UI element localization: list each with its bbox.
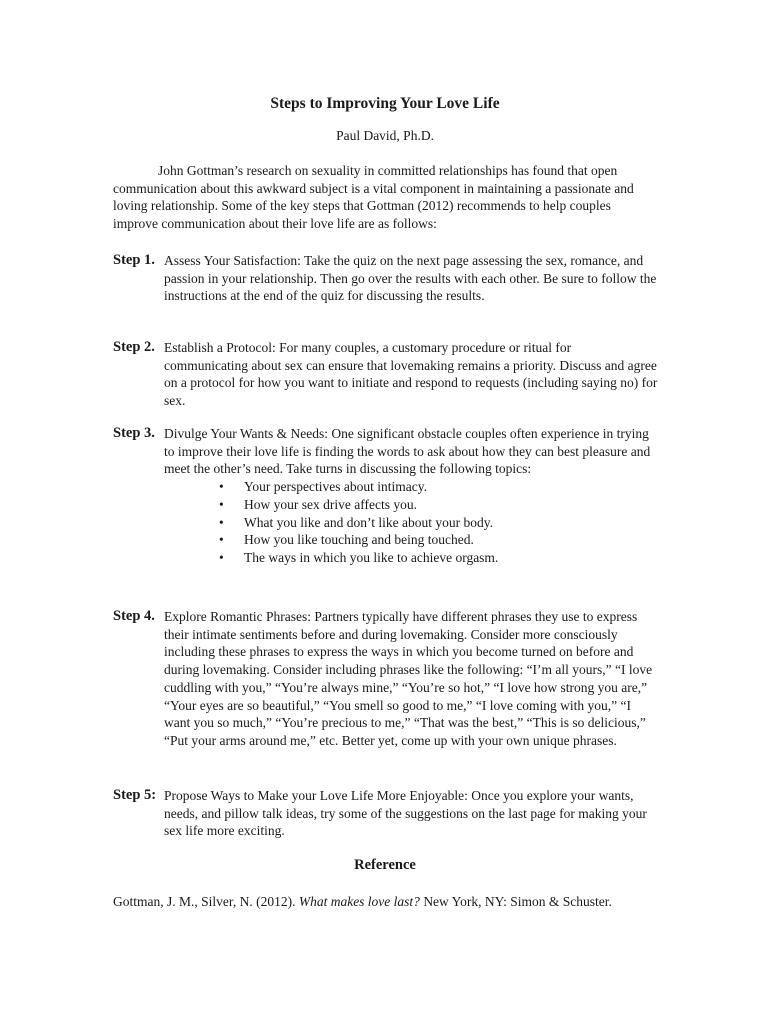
list-item: • How your sex drive affects you. xyxy=(219,496,417,512)
reference-authors: Gottman, J. M., Silver, N. (2012). xyxy=(113,894,299,909)
step-5-text: Propose Ways to Make your Love Life More Enjoyable: Once you explore your wants, needs, and pillow talk ideas, try some of the suggestions on the last page for making your sex life more exciting. xyxy=(164,788,647,839)
step-3-label: Step 3. xyxy=(113,425,155,441)
reference-entry xyxy=(113,893,658,911)
step-3 xyxy=(113,425,658,567)
step-4 xyxy=(113,608,658,750)
step-3-text: Divulge Your Wants & Needs: One significant obstacle couples often experience in trying to improve their love life is finding the words to ask about how they can best pleasure and meet the other’s need. Take turns in discussing the following topics: xyxy=(164,426,651,477)
reference-publisher: New York, NY: Simon & Schuster. xyxy=(419,894,612,909)
list-item: • The ways in which you like to achieve orgasm. xyxy=(219,549,499,565)
list-item: • What you like and don’t like about your body. xyxy=(219,514,493,530)
bullet-icon: • xyxy=(219,549,224,565)
step-4-label: Step 4. xyxy=(113,608,155,624)
step-4-text: Explore Romantic Phrases: Partners typically have different phrases they use to express their intimate sentiments before and during lovemaking. Consider more consciously including these phrases to express the ways in which you become turned on before and during lovemaking. Consider including phrases like the following: “I’m all yours,” “I love cuddling with you,” “You’re always mine,” “You’re so hot,” “I love how strong you are,” “Your eyes are so beautiful,” “You smell so good to me,” “I love coming with you,” “I want you so much,” “You’re precious to me,” “That was the best,” “This is so delicious,” “Put your arms around me,” etc. Better yet, come up with your own unique phrases. xyxy=(164,609,653,748)
step-2-label: Step 2. xyxy=(113,339,155,355)
reference-heading: Reference xyxy=(354,857,416,873)
step-1 xyxy=(113,252,658,305)
step-5-label: Step 5: xyxy=(113,787,157,803)
bullet-icon: • xyxy=(219,479,224,495)
list-item: • Your perspectives about intimacy. xyxy=(219,479,427,495)
bullet-icon: • xyxy=(219,532,224,548)
step-2 xyxy=(113,339,658,410)
step-1-label: Step 1. xyxy=(113,252,155,268)
bullet-icon: • xyxy=(219,514,224,530)
step-1-text: Assess Your Satisfaction: Take the quiz on the next page assessing the sex, romance, and passion in your relationship. Then go over the results with each other. Be sure to follow the instructions at the end of the quiz for discussing the results. xyxy=(164,253,657,304)
step-2-text: Establish a Protocol: For many couples, a customary procedure or ritual for communicating about sex can ensure that lovemaking remains a priority. Discuss and agree on a protocol for how you want to initiate and respond to requests (including saying no) for sex. xyxy=(164,340,658,409)
topics-list xyxy=(164,478,658,567)
author-line: Paul David, Ph.D. xyxy=(336,128,434,143)
intro-paragraph: John Gottman’s research on sexuality in committed relationships has found that open communication about this awkward subject is a vital component in maintaining a passionate and loving relationship. Some of the key steps that Gottman (2012) recommends to help couples improve communication about their love life are as follows: xyxy=(113,163,634,232)
bullet-icon: • xyxy=(219,496,224,512)
page-title: Steps to Improving Your Love Life xyxy=(270,95,500,112)
reference-book-title: What makes love last? xyxy=(298,894,420,909)
list-item: • How you like touching and being touched. xyxy=(219,532,474,548)
step-5 xyxy=(113,787,658,840)
